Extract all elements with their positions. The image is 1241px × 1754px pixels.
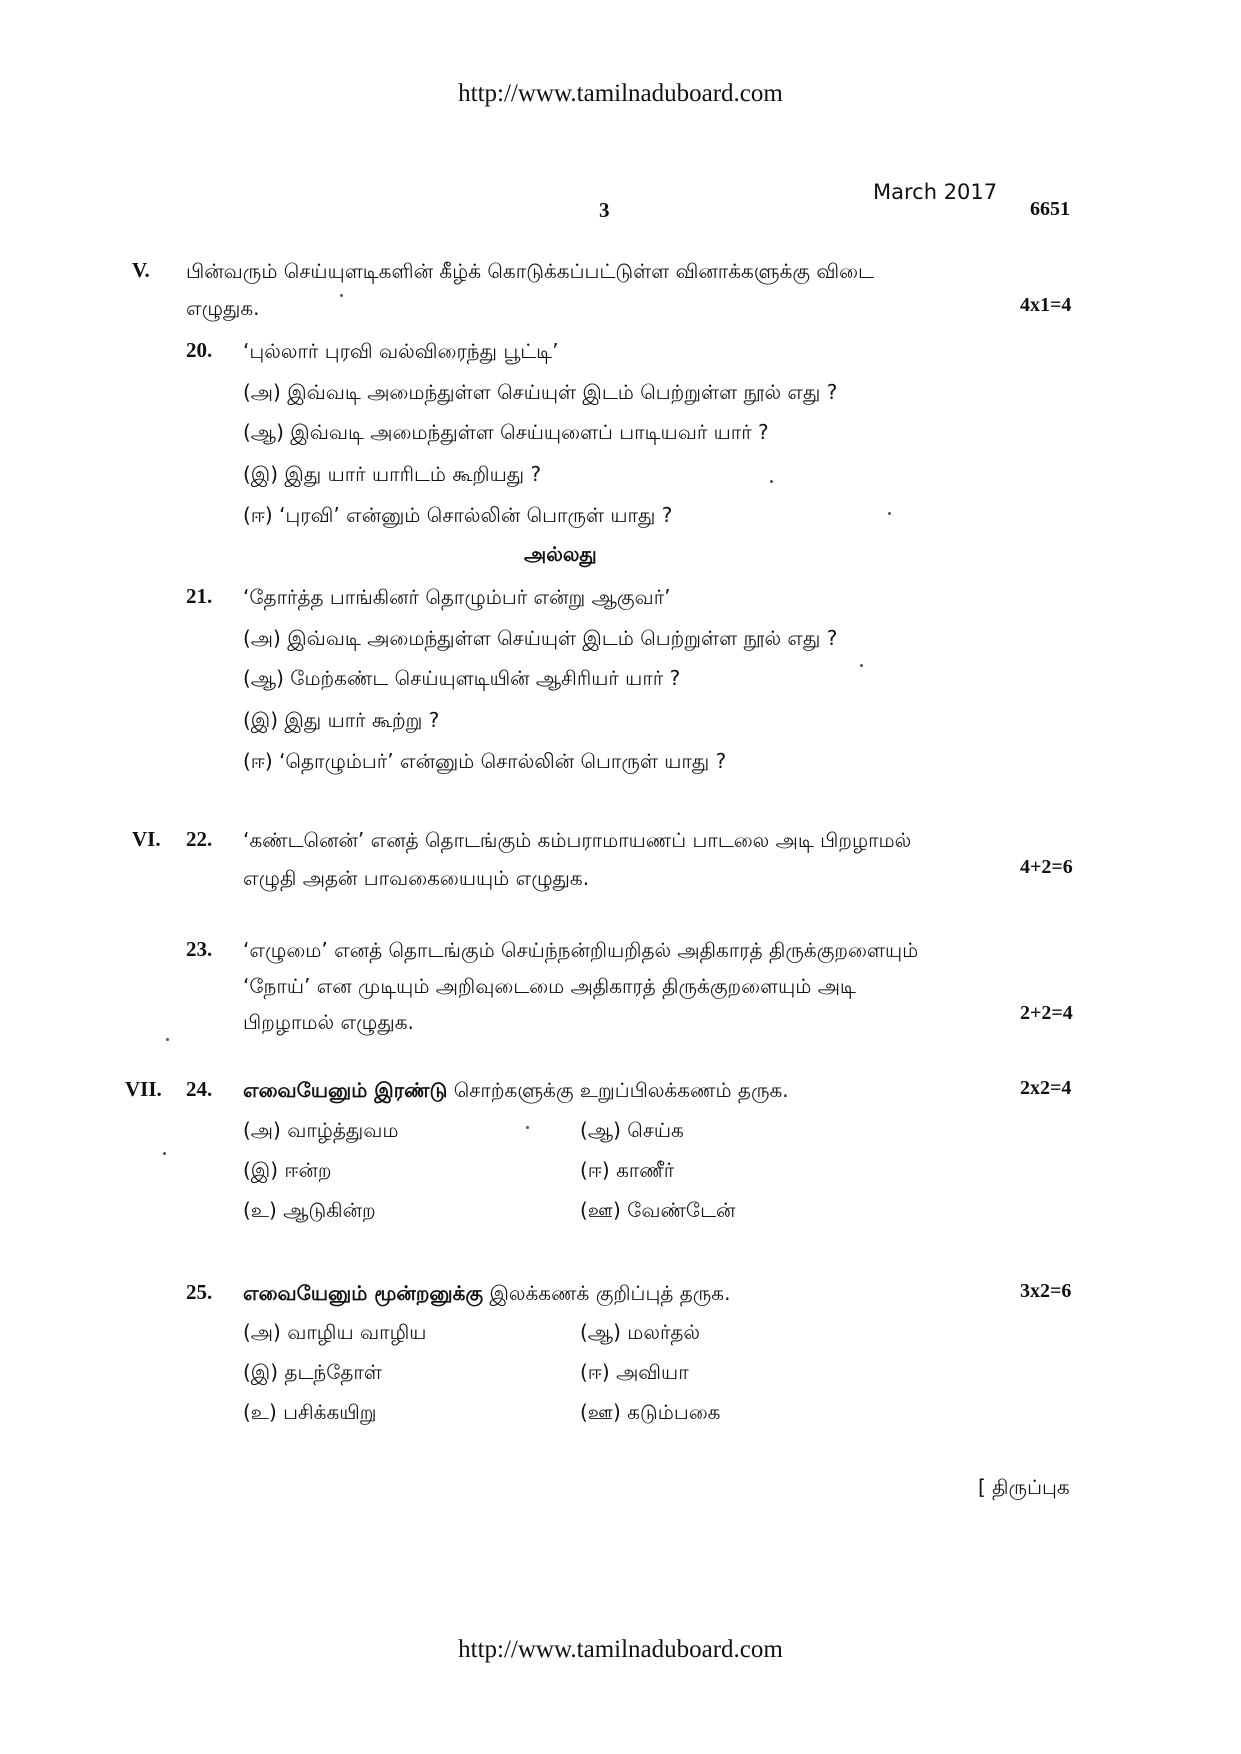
question-25-prompt [243,1281,730,1308]
turn-over-note: [ திருப்புக [978,1475,1070,1499]
question-25-option-e: (உ) பசிக்கயிறு [243,1400,377,1424]
question-24-prompt [243,1078,789,1105]
question-21-number: 21. [186,584,213,608]
question-24-option-c: (இ) ஈன்ற [243,1158,332,1182]
scan-speck [163,1152,166,1155]
question-24-option-a: (அ) வாழ்த்துவம [243,1118,399,1142]
question-25-option-b: (ஆ) மலர்தல் [580,1320,701,1344]
question-25-option-d: (ஈ) அவியா [580,1360,689,1384]
question-23-number: 23. [186,937,213,961]
question-22-line2: எழுதி அதன் பாவகையையும் எழுதுக. [243,866,590,890]
question-21-part-c: (இ) இது யார் கூற்று ? [243,708,440,732]
scan-speck [166,1038,169,1041]
question-25-option-c: (இ) தடந்தோள் [243,1360,382,1384]
header-url: http://www.tamilnaduboard.com [458,80,783,107]
question-21-part-a: (அ) இவ்வடி அமைந்துள்ள செய்யுள் இடம் பெற்றுள்ள நூல் எது ? [243,626,838,650]
section-v-label: V. [132,258,150,282]
section-v-instruction-line2: எழுதுக. [186,296,260,320]
question-21-part-b: (ஆ) மேற்கண்ட செய்யுளடியின் ஆசிரியர் யார் ? [243,666,681,690]
question-20-number: 20. [186,338,213,362]
question-24-marks: 2x2=4 [1020,1077,1072,1099]
question-24-option-d: (ஈ) காணீர் [580,1158,675,1182]
question-20-verse: ‘புல்லார் புரவி வல்விரைந்து பூட்டி’ [243,339,559,363]
question-25-prompt-rest: இலக்கணக் குறிப்புத் தருக. [489,1281,731,1305]
scan-speck [340,294,343,297]
section-vi-label: VI. [132,827,161,851]
scan-speck [860,664,863,667]
footer-url: http://www.tamilnaduboard.com [458,1636,783,1663]
exam-session: March 2017 [873,180,998,204]
question-22-line1: ‘கண்டனென்’ எனத் தொடங்கும் கம்பராமாயணப் பாடலை அடி பிறழாமல் [243,828,912,852]
question-20-part-d: (ஈ) ‘புரவி’ என்னும் சொல்லின் பொருள் யாது ? [243,503,673,527]
section-vii-label: VII. [125,1077,162,1101]
or-separator: அல்லது [524,542,597,566]
section-v-marks: 4x1=4 [1020,294,1072,316]
question-24-option-f: (ஊ) வேண்டேன் [580,1198,736,1222]
paper-code: 6651 [1030,198,1070,220]
question-21-part-d: (ஈ) ‘தொழும்பர்’ என்னும் சொல்லின் பொருள் யாது ? [243,749,727,773]
question-24-prompt-emphasis: எவையேனும் இரண்டு [243,1078,448,1102]
question-22-marks: 4+2=6 [1020,856,1073,878]
question-23-marks: 2+2=4 [1020,1002,1073,1024]
question-23-line3: பிறழாமல் எழுதுக. [243,1010,414,1034]
question-24-number: 24. [186,1077,213,1101]
question-23-line1: ‘எழுமை’ எனத் தொடங்கும் செய்ந்நன்றியறிதல் அதிகாரத் திருக்குறளையும் [243,938,919,962]
question-25-option-f: (ஊ) கடும்பகை [580,1400,721,1424]
question-25-number: 25. [186,1280,213,1304]
question-23-line2: ‘நோய்’ என முடியும் அறிவுடைமை அதிகாரத் திருக்குறளையும் அடி [243,974,856,998]
question-24-option-e: (உ) ஆடுகின்ற [243,1198,376,1222]
scan-speck [888,512,891,515]
question-20-part-c: (இ) இது யார் யாரிடம் கூறியது ? [243,462,542,486]
question-20-part-a: (அ) இவ்வடி அமைந்துள்ள செய்யுள் இடம் பெற்றுள்ள நூல் எது ? [243,380,838,404]
question-20-part-b: (ஆ) இவ்வடி அமைந்துள்ள செய்யுளைப் பாடியவர் யார் ? [243,420,769,444]
question-25-marks: 3x2=6 [1020,1280,1072,1302]
question-21-verse: ‘தோர்த்த பாங்கினர் தொழும்பர் என்று ஆகுவர்’ [243,585,671,609]
page-number: 3 [599,198,610,222]
question-22-number: 22. [186,827,213,851]
scan-speck [770,480,773,483]
question-24-option-b: (ஆ) செய்க [580,1118,684,1142]
question-25-option-a: (அ) வாழிய வாழிய [243,1320,427,1344]
question-25-prompt-emphasis: எவையேனும் மூன்றனுக்கு [243,1281,484,1305]
scan-speck [526,1126,529,1129]
question-24-prompt-rest: சொற்களுக்கு உறுப்பிலக்கணம் தருக. [453,1078,789,1102]
section-v-instruction-line1: பின்வரும் செய்யுளடிகளின் கீழ்க் கொடுக்கப்பட்டுள்ள வினாக்களுக்கு விடை [186,259,874,283]
